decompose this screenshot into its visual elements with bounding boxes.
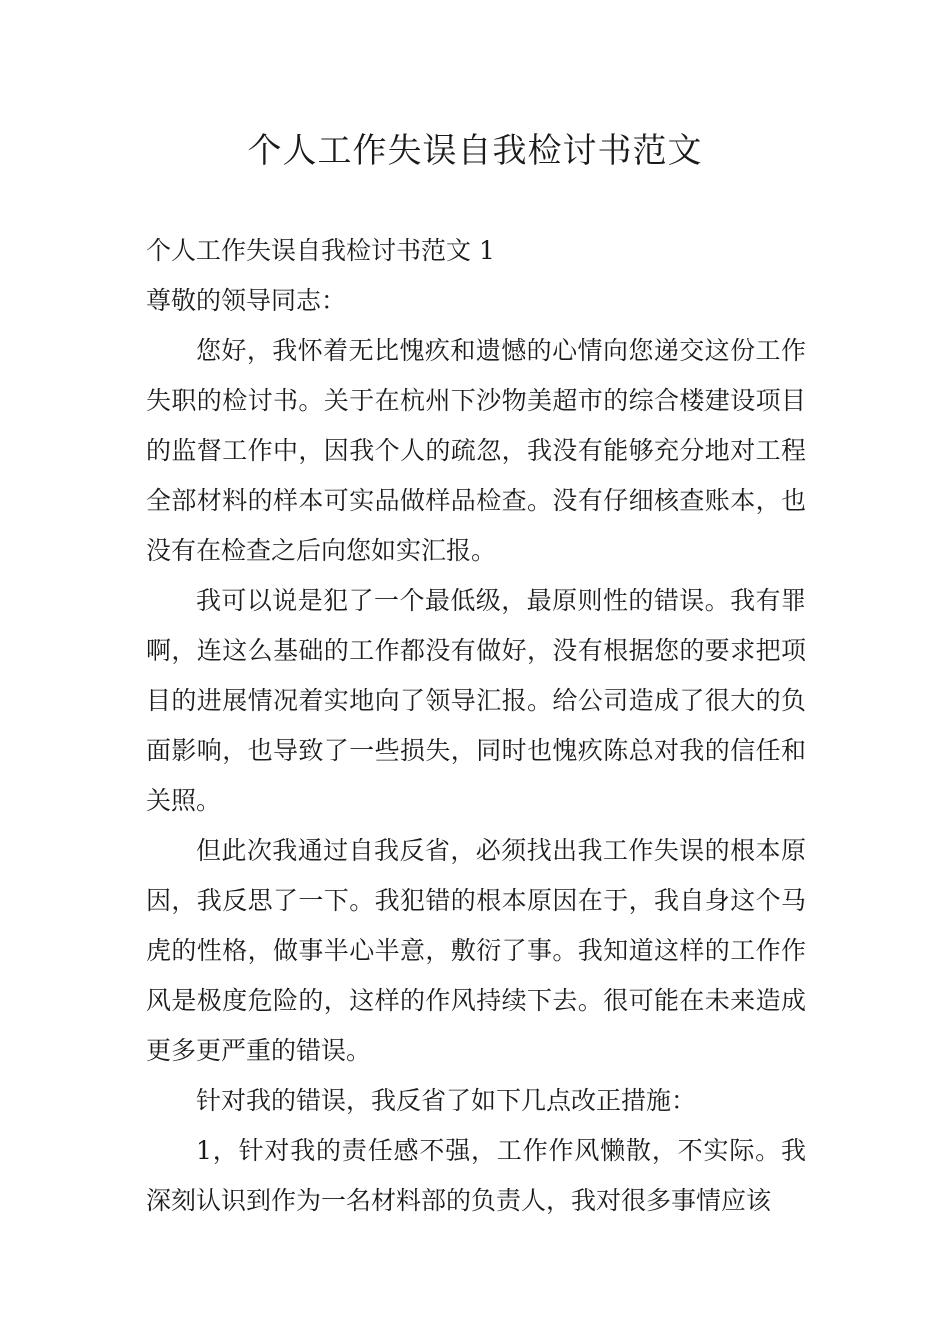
paragraph-3: 但此次我通过自我反省，必须找出我工作失误的根本原因，我反思了一下。我犯错的根本原因在于，我自身这个马虎的性格，做事半心半意，敷衍了事。我知道这样的工作作风是极度危险的，这样的作风持续下去。很可能在未来造成更多更严重的错误。 <box>146 836 806 1065</box>
paragraph-1: 您好，我怀着无比愧疚和遗憾的心情向您递交这份工作失职的检讨书。关于在杭州下沙物美超市的综合楼建设项目的监督工作中，因我个人的疏忽，我没有能够充分地对工程全部材料的样本可实品做样品检查。没有仔细核查账本，也没有在检查之后向您如实汇报。 <box>146 336 806 565</box>
document-title: 个人工作失误自我检讨书范文 <box>247 131 703 171</box>
section-heading: 个人工作失误自我检讨书范文 1 <box>146 236 495 265</box>
paragraph-4: 针对我的错误，我反省了如下几点改正措施： <box>196 1086 697 1115</box>
salutation: 尊敬的领导同志： <box>146 286 347 315</box>
paragraph-5: 1，针对我的责任感不强，工作作风懒散，不实际。我深刻认识到作为一名材料部的负责人，我对很多事情应该 <box>146 1136 806 1215</box>
paragraph-2: 我可以说是犯了一个最低级，最原则性的错误。我有罪啊，连这么基础的工作都没有做好，没有根据您的要求把项目的进展情况着实地向了领导汇报。给公司造成了很大的负面影响，也导致了一些损失，同时也愧疚陈总对我的信任和关照。 <box>146 586 806 815</box>
document-body <box>146 226 806 1226</box>
